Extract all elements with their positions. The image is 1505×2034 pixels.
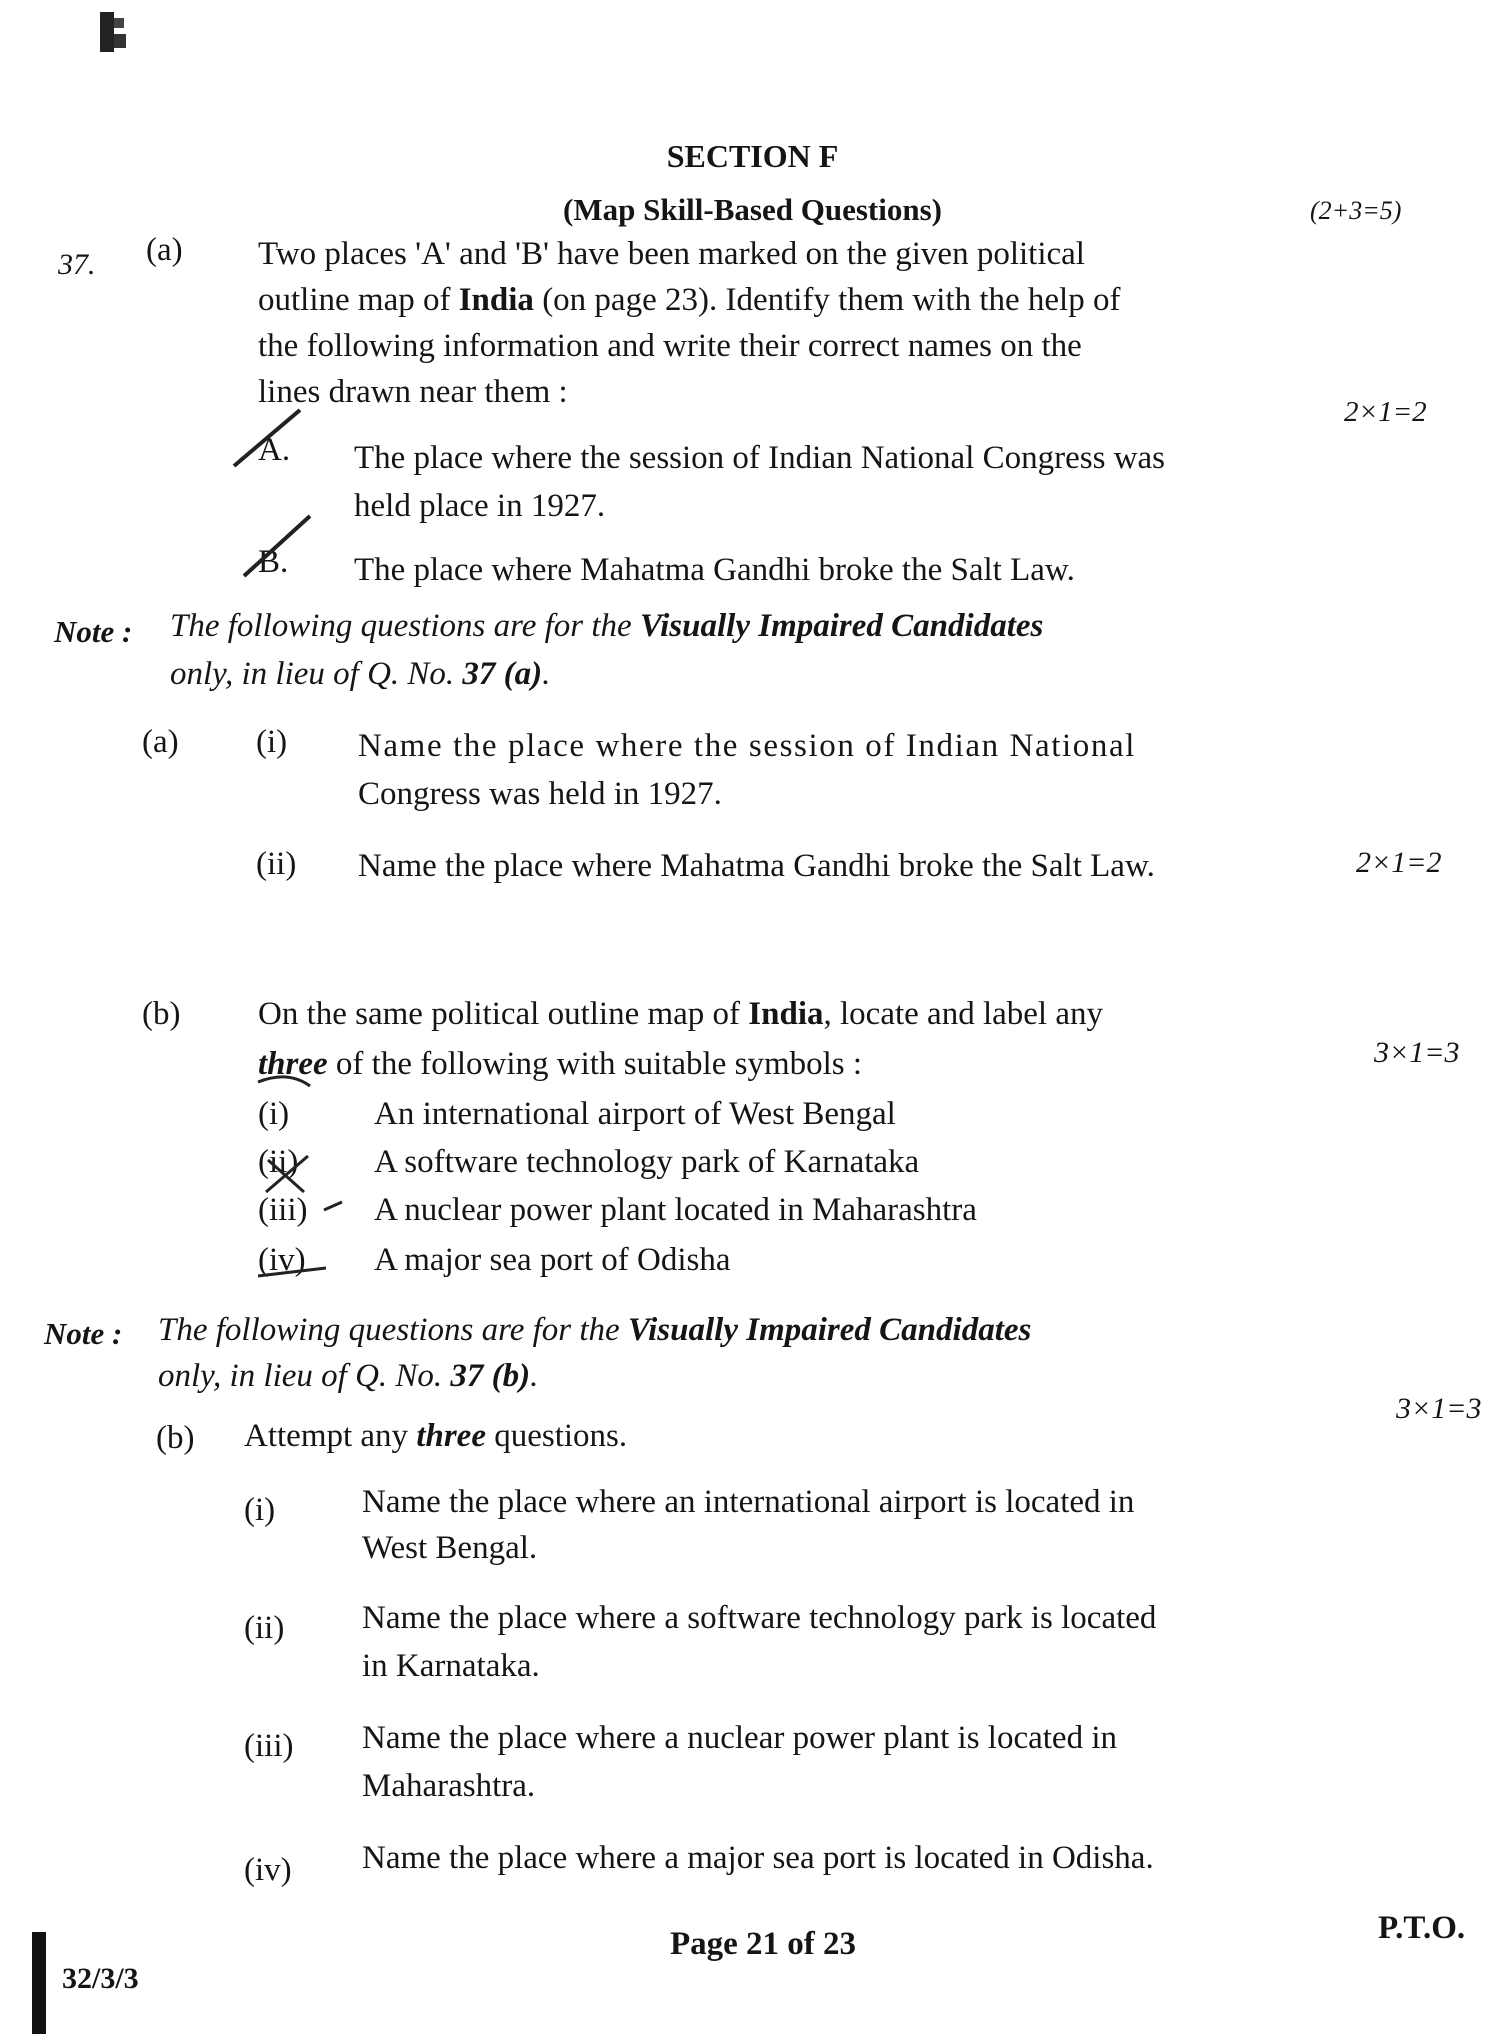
item-a-line-1: The place where the session of Indian National Congress was: [354, 440, 1166, 476]
vi-b-iii-label: (iii): [244, 1728, 294, 1764]
vi-b-i-label: (i): [244, 1492, 276, 1528]
part-b-item-ii-text: A software technology park of Karnataka: [374, 1144, 920, 1180]
part-a-marks: 2×1=2: [1344, 396, 1427, 428]
vi-b-ii-label: (ii): [244, 1610, 285, 1646]
footer-page-number: Page 21 of 23: [670, 1926, 857, 1962]
part-b-item-iii-text: A nuclear power plant located in Maharashtra: [374, 1192, 977, 1228]
vi-b-iii-line-2: Maharashtra.: [362, 1768, 536, 1804]
check-mark-icon: [238, 510, 318, 580]
vi-b-iii-line-1: Name the place where a nuclear power plant is located in: [362, 1720, 1117, 1756]
question-number: 37.: [58, 248, 96, 281]
vi-b-ii-line-2: in Karnataka.: [362, 1648, 540, 1684]
check-mark-icon: [230, 404, 310, 470]
item-a-label: A.: [258, 432, 291, 468]
part-b-label: (b): [142, 996, 181, 1032]
part-a-label: (a): [146, 232, 183, 268]
section-subtitle: (Map Skill-Based Questions): [563, 192, 942, 227]
footer-pto: P.T.O.: [1378, 1910, 1466, 1946]
note-b-line-2: only, in lieu of Q. No. 37 (b).: [158, 1358, 539, 1394]
page-margin-bar: [32, 1932, 46, 2034]
item-b-line-1: The place where Mahatma Gandhi broke the Salt Law.: [354, 552, 1075, 588]
vi-a-marks: 2×1=2: [1356, 846, 1442, 879]
vi-a-ii-line-1: Name the place where Mahatma Gandhi broke the Salt Law.: [358, 848, 1155, 884]
vi-a-label: (a): [142, 724, 179, 760]
vi-a-i-label: (i): [256, 724, 288, 760]
part-a-line-3: the following information and write their correct names on the: [258, 328, 1082, 364]
section-marks: (2+3=5): [1310, 196, 1402, 225]
vi-b-marks: 3×1=3: [1396, 1392, 1482, 1425]
vi-a-ii-label: (ii): [256, 846, 297, 882]
part-b-item-i-text: An international airport of West Bengal: [374, 1096, 896, 1132]
item-b-label: B.: [258, 544, 289, 580]
part-b-line-2: three of the following with suitable symbols :: [258, 1046, 863, 1082]
part-a-line-2: outline map of India (on page 23). Identify them with the help of: [258, 282, 1121, 318]
part-b-item-i-label: (i): [258, 1096, 290, 1132]
note-a-line-2: only, in lieu of Q. No. 37 (a).: [170, 656, 551, 692]
item-a-line-2: held place in 1927.: [354, 488, 606, 524]
part-b-item-iv-text: A major sea port of Odisha: [374, 1242, 731, 1278]
vi-b-label: (b): [156, 1420, 195, 1456]
vi-a-i-line-1: Name the place where the session of Indian National: [358, 728, 1137, 764]
india-bold: India: [458, 282, 534, 318]
vi-a-i-line-2: Congress was held in 1927.: [358, 776, 722, 812]
note-a-label: Note :: [54, 614, 133, 649]
vi-b-intro: Attempt any three questions.: [244, 1418, 628, 1454]
note-a-line-1: The following questions are for the Visually Impaired Candidates: [170, 608, 1044, 644]
note-b-label: Note :: [44, 1316, 123, 1351]
vi-b-iv-line-1: Name the place where a major sea port is located in Odisha.: [362, 1840, 1154, 1876]
corner-scribble-mark: [96, 8, 144, 56]
vi-b-i-line-1: Name the place where an international airport is located in: [362, 1484, 1135, 1520]
part-a-line-4: lines drawn near them :: [258, 374, 568, 410]
pen-marks-icon: [248, 1072, 358, 1292]
part-b-line-1: On the same political outline map of India, locate and label any: [258, 996, 1103, 1032]
part-a-line-1: Two places 'A' and 'B' have been marked on the given political: [258, 236, 1085, 272]
footer-code: 32/3/3: [62, 1962, 139, 1995]
section-title: SECTION F: [666, 138, 839, 174]
part-b-item-iii-label: (iii): [258, 1192, 308, 1228]
part-b-item-iv-label: (iv): [258, 1242, 306, 1278]
part-b-item-ii-label: (ii): [258, 1144, 299, 1180]
vi-b-iv-label: (iv): [244, 1852, 292, 1888]
part-b-marks: 3×1=3: [1374, 1036, 1460, 1069]
vi-b-i-line-2: West Bengal.: [362, 1530, 538, 1566]
vi-b-ii-line-1: Name the place where a software technology park is located: [362, 1600, 1157, 1636]
note-b-line-1: The following questions are for the Visually Impaired Candidates: [158, 1312, 1032, 1348]
